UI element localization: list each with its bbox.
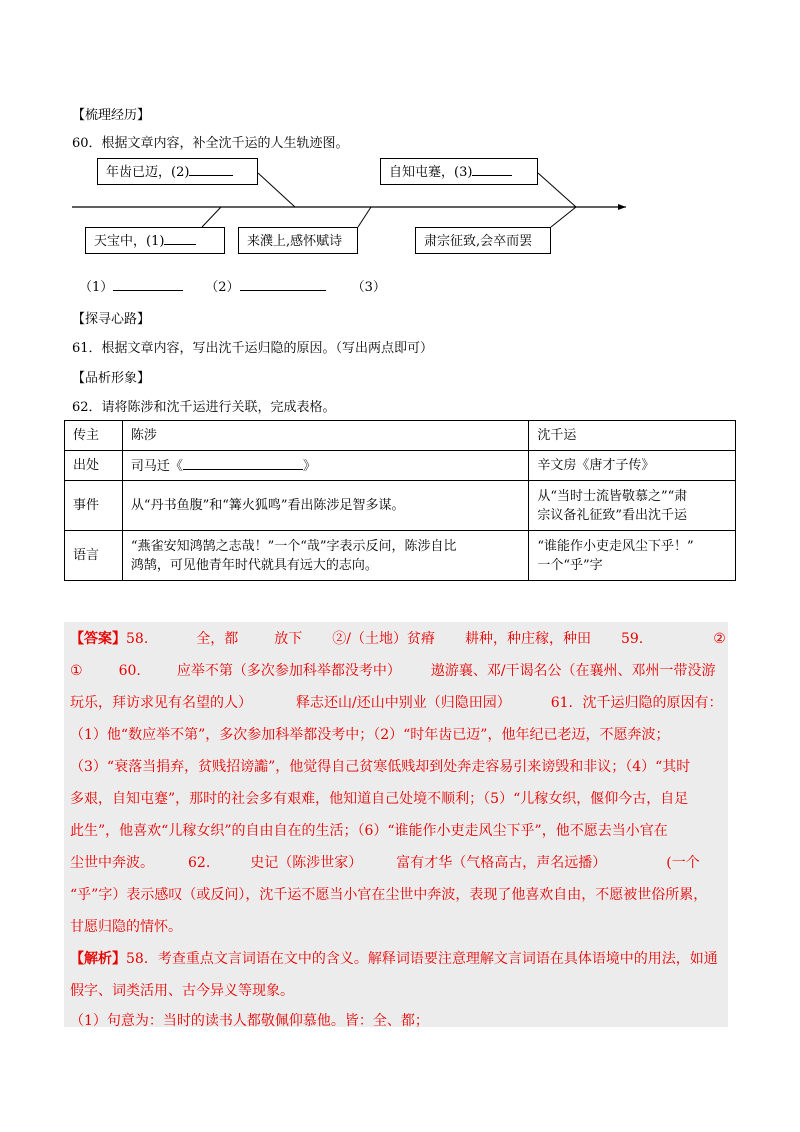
table-cell: 事件 bbox=[65, 481, 123, 531]
answer-item: ②/（土地）贫瘠 bbox=[332, 631, 435, 647]
connector-top-2 bbox=[538, 173, 576, 207]
answer-line-9: “乎”字）表示感叹（或反问），沈千运不愿当小官在尘世中奔波，表现了他喜欢自由，不愿被世俗所累， bbox=[70, 887, 708, 903]
table-cell bbox=[529, 481, 736, 531]
timeline-arrow-head bbox=[618, 204, 626, 210]
answer-item: 富有才华（气格高古，声名远播） bbox=[396, 855, 607, 871]
answer-line-12: 假字、词类活用、古今异义等现象。 bbox=[70, 983, 294, 999]
cell-line: 宗议备礼征致”看出沈千运 bbox=[537, 507, 687, 523]
answer-label-3: （3） bbox=[351, 280, 386, 295]
table-cell: 辛文房《唐才子传》 bbox=[529, 451, 736, 481]
answer-item: 尘世中奔波。 bbox=[70, 855, 154, 871]
answer-item: 遨游襄、邓/干谒名公（在襄州、邓州一带没游 bbox=[430, 663, 716, 679]
answer-line-3 bbox=[70, 692, 726, 712]
answer-field-1[interactable] bbox=[113, 276, 183, 291]
answer-item: (一个 bbox=[666, 855, 700, 871]
answer-line-11 bbox=[70, 948, 726, 968]
answer-line-1 bbox=[70, 628, 726, 648]
answer-item: 59. bbox=[620, 631, 644, 647]
source-suffix: 》 bbox=[302, 459, 316, 474]
timeline-box-top-1 bbox=[97, 158, 258, 185]
question-62: 62．请将陈涉和沈千运进行关联，完成表格。 bbox=[72, 400, 336, 415]
cell-line: “燕雀安知鸿鹄之志哉！”一个“哉”字表示反问，陈涉自比 bbox=[130, 538, 457, 554]
answer-line-60 bbox=[79, 276, 386, 295]
answer-item: 62. bbox=[188, 855, 211, 871]
table-cell: 沈千运 bbox=[529, 421, 736, 451]
table-row bbox=[65, 481, 736, 531]
timeline-box-bottom-2-text: 来濮上,感怀赋诗 bbox=[247, 234, 343, 249]
timeline-box-bottom-2 bbox=[238, 227, 358, 254]
answer-line-13: （1）句意为：当时的读书人都敬佩仰慕他。皆：全、都； bbox=[70, 1013, 429, 1029]
table-row bbox=[65, 451, 736, 481]
table-cell: 传主 bbox=[65, 421, 123, 451]
answer-line-4: （1）他“数应举不第”，多次参加科举都没考中；（2）“时年齿已迈”，他年纪已老迈，不愿奔波； bbox=[70, 727, 670, 743]
answer-field-source[interactable] bbox=[183, 455, 303, 470]
answer-item: 61．沈千运归隐的原因有： bbox=[550, 695, 723, 711]
answer-blank-1[interactable] bbox=[164, 230, 196, 245]
answer-item: 耕种，种庄稼，种田 bbox=[464, 631, 591, 647]
answer-label-1: （1） bbox=[79, 280, 114, 295]
timeline-box-bottom-1-text: 天宝中，(1) bbox=[94, 234, 165, 249]
answer-item: ① bbox=[70, 663, 83, 679]
analysis-tag: 【解析】 bbox=[70, 951, 126, 967]
answer-blank-2[interactable] bbox=[189, 161, 233, 176]
timeline-box-top-1-text: 年齿已迈，(2) bbox=[106, 165, 190, 180]
answer-blank-3[interactable] bbox=[472, 161, 512, 176]
cell-line: 从“当时士流皆敬慕之”“肃 bbox=[537, 488, 688, 504]
question-61: 61．根据文章内容，写出沈千运归隐的原因。（写出两点即可） bbox=[72, 341, 434, 356]
timeline-box-top-2-text: 自知屯蹇，(3) bbox=[389, 165, 473, 180]
cell-line: 一个“乎”字 bbox=[537, 557, 603, 573]
answer-line-7: 此生”，他喜欢“儿稼女织”的自由自在的生活；（6）“谁能作小吏走风尘下乎”，他不愿去当小官在 bbox=[70, 823, 668, 839]
section-heading-sort-experience: 【梳理经历】 bbox=[72, 108, 151, 123]
answer-line-8 bbox=[70, 852, 726, 872]
table-cell: 出处 bbox=[65, 451, 123, 481]
connector-bottom-1 bbox=[202, 207, 221, 227]
comparison-table bbox=[64, 420, 736, 581]
answer-item: 史记（陈涉世家） bbox=[250, 855, 363, 871]
answer-field-2[interactable] bbox=[240, 276, 326, 291]
answer-line-10: 甘愿归隐的情怀。 bbox=[70, 919, 182, 935]
answer-item: 全，都 bbox=[196, 631, 239, 647]
table-cell: 陈涉 bbox=[122, 421, 528, 451]
answer-item: 58. bbox=[126, 631, 149, 647]
connector-top-1 bbox=[258, 173, 295, 207]
cell-line: 鸿鹄，可见他青年时代就具有远大的志向。 bbox=[130, 557, 378, 573]
answer-item: 释志还山/还山中别业（归隐田园） bbox=[296, 695, 511, 711]
section-heading-analyze-image: 【品析形象】 bbox=[72, 371, 151, 386]
answer-item: 放下 bbox=[274, 631, 303, 647]
answer-item: 58．考查重点文言词语在文中的含义。解释词语要注意理解文言词语在具体语境中的用法，如通 bbox=[126, 951, 718, 967]
answer-line-2 bbox=[70, 660, 726, 680]
table-cell bbox=[122, 531, 528, 581]
answer-item: 应举不第（多次参加科举都没考中） bbox=[176, 663, 401, 679]
connector-bottom-2 bbox=[358, 207, 371, 227]
table-cell bbox=[122, 451, 528, 481]
table-row bbox=[65, 421, 736, 451]
answer-item: 60. bbox=[118, 663, 141, 679]
section-heading-explore-mind: 【探寻心路】 bbox=[72, 312, 151, 327]
table-cell bbox=[529, 531, 736, 581]
answer-line-5: （3）“衰落当捐弃，贫贱招谤讟”，他觉得自己贫寒低贱却到处奔走容易引来谤毁和非议；（4）“其时 bbox=[70, 759, 691, 775]
table-cell: 语言 bbox=[65, 531, 123, 581]
answer-label-2: （2） bbox=[205, 280, 240, 295]
answer-item: ② bbox=[713, 631, 726, 647]
question-60: 60．根据文章内容，补全沈千运的人生轨迹图。 bbox=[72, 136, 349, 151]
answer-tag: 【答案】 bbox=[70, 631, 126, 647]
answer-panel bbox=[64, 622, 728, 1027]
connector-bottom-3 bbox=[551, 207, 576, 227]
source-prefix: 司马迁《 bbox=[130, 459, 183, 474]
timeline-box-bottom-3-text: 肃宗征致,会卒而罢 bbox=[424, 234, 533, 249]
timeline-box-bottom-1 bbox=[85, 227, 225, 254]
timeline-box-top-2 bbox=[380, 158, 538, 185]
cell-line: “谁能作小吏走风尘下乎！” bbox=[537, 538, 694, 554]
answer-line-6: 多艰，自知屯蹇”，那时的社会多有艰难，他知道自己处境不顺利；（5）“儿稼女织，偃仰今古，自足 bbox=[70, 791, 689, 807]
timeline-box-bottom-3 bbox=[415, 227, 551, 254]
answer-item: 玩乐，拜访求见有名望的人） bbox=[70, 695, 252, 711]
table-row bbox=[65, 531, 736, 581]
table-cell: 从“丹书鱼腹”和“篝火狐鸣”看出陈涉足智多谋。 bbox=[122, 481, 528, 531]
